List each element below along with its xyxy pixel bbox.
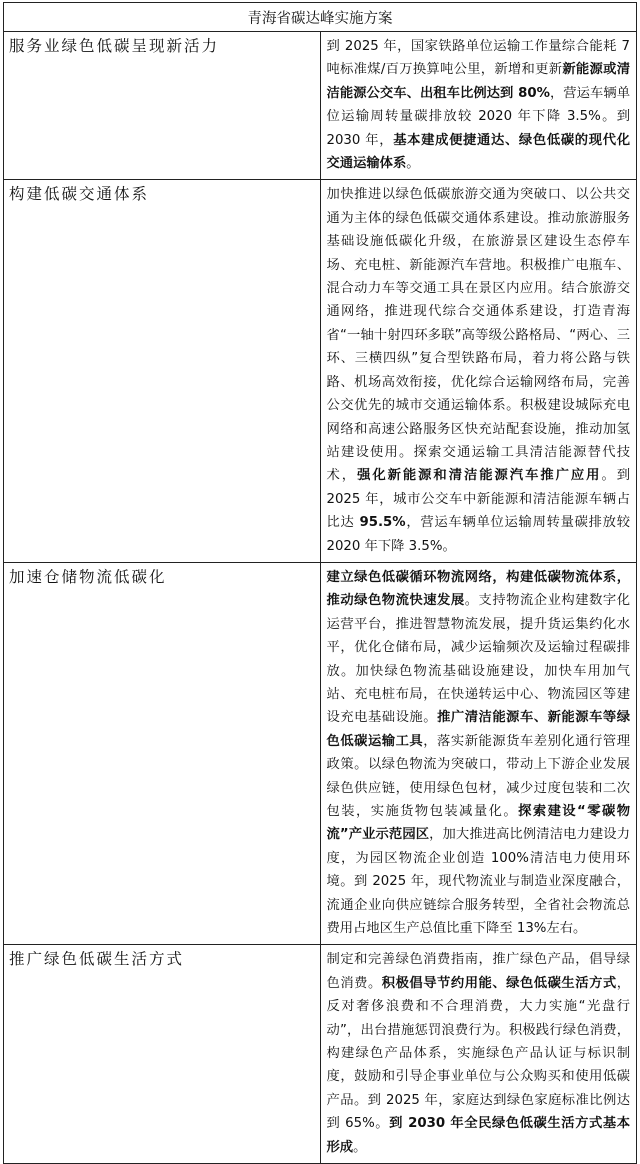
- row-category: 构建低碳交通体系: [4, 180, 321, 563]
- text-segment: 。: [406, 156, 420, 172]
- text-segment: ，反对奢侈浪费和不合理消费，大力实施“光盘行动”，出台措施惩罚浪费行为。积极践行绿色消费，构建绿色产品体系，实施绿色产品认证与标识制度，鼓励和引导企事业单位与公众购买和使用低碳产品。到 2025 年，家庭达到绿色家庭标准比例达到 65%。: [326, 975, 631, 1132]
- text-segment: 。支持物流企业构建数字化运营平台，推进智慧物流发展，提升货运集约化水平，优化仓储布局，减少运输频次及运输过程碳排放。加快绿色物流基础设施建设，加快车用加气站、充电桩布局，在快递转运中心、物流园区等建设充电基础设施。: [326, 593, 631, 726]
- table-title: 青海省碳达峰实施方案: [4, 3, 637, 32]
- row-content: [320, 180, 637, 563]
- table-title-row: [4, 3, 637, 32]
- text-segment: 制定和完善绿色消费指南，推广绿色产品，倡导绿色消费。: [326, 952, 630, 991]
- text-segment: ，营运车辆单位运输周转量碳排放较 2020 年下降 3.5%。到 2030 年，: [326, 85, 630, 148]
- text-segment: ，落实新能源货车差别化通行管理政策。以绿色物流为突破口，带动上下游企业发展绿色供应链，使用绿色包材，减少过度包装和二次包装，实施货物包装减量化。: [326, 733, 630, 819]
- bold-text-segment: 到 2030 年全民绿色低碳生活方式基本形成: [326, 1116, 630, 1155]
- text-segment: ，营运车辆单位运输周转量碳排放较 2020 年下降 3.5%。: [326, 515, 630, 554]
- row-category: 服务业绿色低碳呈现新活力: [4, 32, 321, 180]
- bold-text-segment: 推广清洁能源车、新能源车等绿色低碳运输工具: [326, 710, 631, 749]
- text-segment: ，加大推进高比例清洁电力建设力度，为园区物流企业创造 100%清洁电力使用环境。到 2025 年，现代物流业与制造业深度融合，流通企业向供应链综合服务转型，全省社会物流总费用占地区生产总值比重下降至 13%左右。: [326, 827, 630, 937]
- bold-text-segment: 新能源或清洁能源公交车、出租车比例达到 80%: [326, 62, 631, 101]
- table-row: [4, 32, 637, 180]
- row-content: [320, 32, 637, 180]
- text-segment: 到 2025 年，国家铁路单位运输工作量综合能耗 7 吨标准煤/百万换算吨公里，新增和更新: [326, 39, 630, 78]
- row-content: [320, 562, 637, 945]
- bold-text-segment: 基本建成便捷通达、绿色低碳的现代化交通运输体系: [326, 132, 630, 172]
- bold-text-segment: 积极倡导节约用能、绿色低碳生活方式: [381, 975, 617, 991]
- policy-table: [3, 2, 637, 1164]
- table-row: [4, 945, 637, 1164]
- table-row: [4, 180, 637, 563]
- row-category: 推广绿色低碳生活方式: [4, 945, 321, 1164]
- row-category: 加速仓储物流低碳化: [4, 562, 321, 945]
- text-segment: 加快推进以绿色低碳旅游交通为突破口、以公共交通为主体的绿色低碳交通体系建设。推动旅游服务基础设施低碳化升级，在旅游景区建设生态停车场、充电桩、新能源汽车营地。积极推广电瓶车、混合动力车等交通工具在景区内应用。结合旅游交通网络，推进现代综合交通体系建设，打造青海省“一轴十射四环多联”高等级公路格局、“两心、三环、三横四纵”复合型铁路布局，着力将公路与铁路、机场高效衔接，优化综合运输网络布局，完善公交优先的城市交通运输体系。积极建设城际充电网络和高速公路服务区快充站配套设施，推动加氢站建设使用。探索交通运输工具清洁能源替代技术，: [326, 187, 630, 484]
- bold-text-segment: 强化新能源和清洁能源汽车推广应用: [357, 468, 602, 484]
- text-segment: 。到 2025 年，城市公交车中新能源和清洁能源车辆占比达: [326, 468, 631, 531]
- bold-text-segment: 探索建设“零碳物流”产业示范园区: [326, 804, 630, 843]
- text-segment: 。: [353, 1139, 367, 1155]
- bold-text-segment: 95.5%: [359, 515, 406, 531]
- row-content: [320, 945, 637, 1164]
- bold-text-segment: 建立绿色低碳循环物流网络，构建低碳物流体系，推动绿色物流快速发展: [326, 569, 630, 609]
- table-row: [4, 562, 637, 945]
